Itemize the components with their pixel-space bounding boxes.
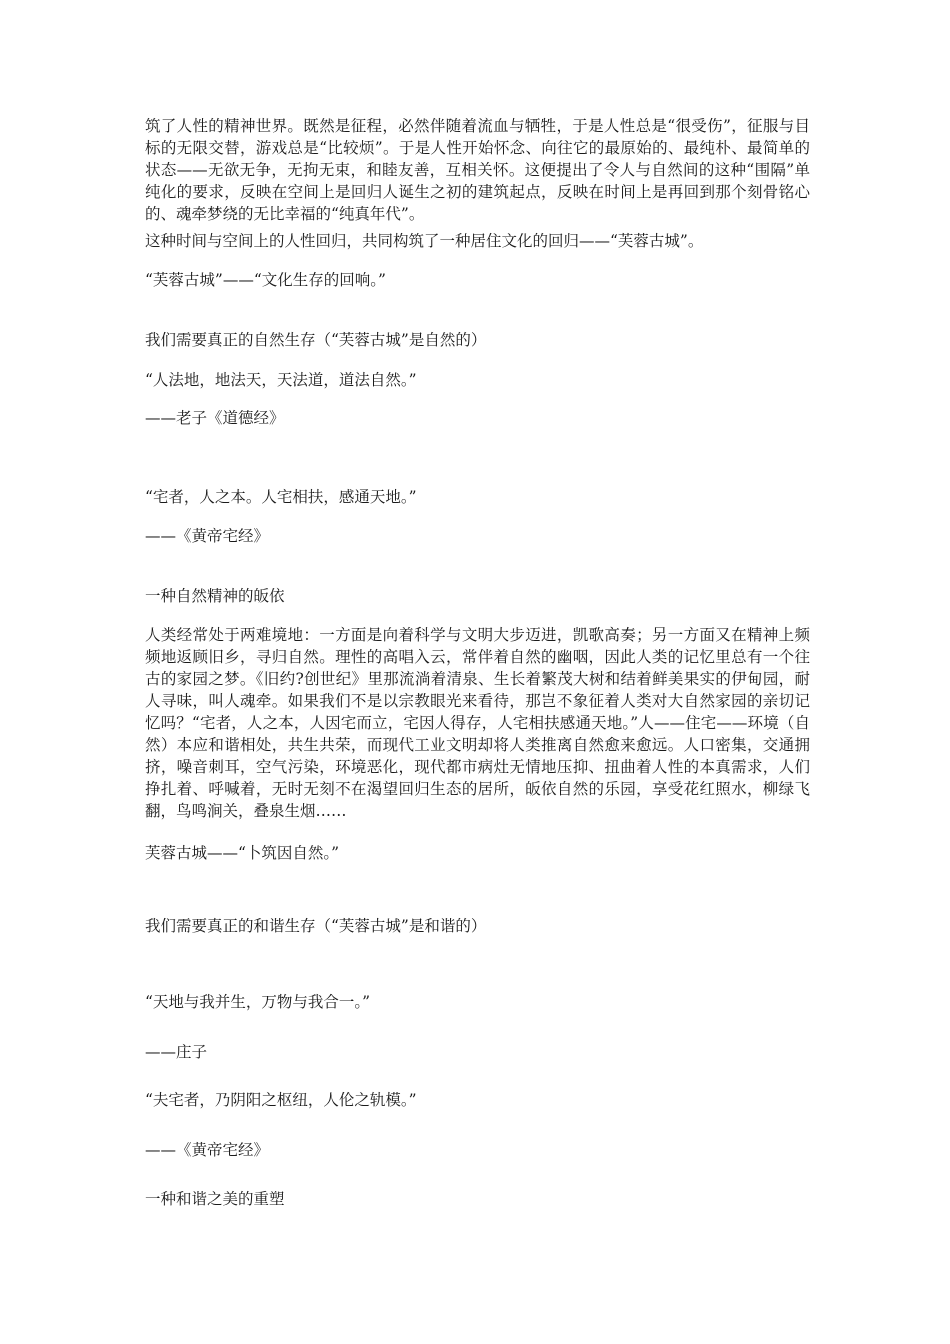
section-heading-nature: 我们需要真正的自然生存（“芙蓉古城”是自然的） [145, 331, 487, 349]
quote-huangdi-2: “夫宅者，乃阴阳之枢纽，人伦之轨模。” [145, 1091, 417, 1109]
paragraph-furong-nature: 芙蓉古城——“卜筑因自然。” [145, 844, 340, 862]
quote-attribution-huangdi-2: ——《黄帝宅经》 [145, 1141, 270, 1159]
quote-attribution-huangdi-1: ——《黄帝宅经》 [145, 527, 270, 545]
quote-zhuangzi: “天地与我并生，万物与我合一。” [145, 993, 371, 1011]
section-heading-harmony: 我们需要真正的和谐生存（“芙蓉古城”是和谐的） [145, 917, 487, 935]
quote-huangdi-1: “宅者，人之本。人宅相扶，感通天地。” [145, 488, 417, 506]
quote-laozi: “人法地，地法天，天法道，道法自然。” [145, 371, 417, 389]
paragraph-echo: “芙蓉古城”——“文化生存的回响。” [145, 271, 386, 289]
paragraph-nature-body: 人类经常处于两难境地：一方面是向着科学与文明大步迈进，凯歌高奏；另一方面又在精神上频频地返顾旧乡，寻归自然。理性的高唱入云，常伴着自然的幽咽，因此人类的记忆里总有一个往古的家园之梦。《旧约?创世纪》里那流淌着清泉、生长着繁茂大树和结着鲜美果实的伊甸园，耐人寻味，叫人魂牵。如果我们不是以宗教眼光来看待，那岂不象征着人类对大自然家园的亲切记忆吗？“宅者，人之本，人因宅而立，宅因人得存，人宅相扶感通天地。”人——住宅——环境（自然）本应和谐相处，共生共荣，而现代工业文明却将人类推离自然愈来愈远。人口密集，交通拥挤，噪音刺耳，空气污染，环境恶化，现代都市病灶无情地压抑、扭曲着人性的本真需求，人们挣扎着、呼喊着，无时无刻不在渴望回归生态的居所，皈依自然的乐园，享受花红照水，柳绿飞翻，鸟鸣涧关，叠泉生烟…… [145, 626, 810, 820]
quote-attribution-zhuangzi: ——庄子 [145, 1043, 208, 1061]
subheading-harmony-beauty: 一种和谐之美的重塑 [145, 1190, 285, 1208]
subheading-nature-spirit: 一种自然精神的皈依 [145, 587, 285, 605]
paragraph-return: 这种时间与空间上的人性回归，共同构筑了一种居住文化的回归——“芙蓉古城”。 [145, 232, 704, 250]
paragraph-intro: 筑了人性的精神世界。既然是征程，必然伴随着流血与牺牲，于是人性总是“很受伤”，征服与目标的无限交替，游戏总是“比较烦”。于是人性开始怀念、向往它的最原始的、最纯朴、最简单的状态——无欲无争，无拘无束，和睦友善，互相关怀。这便提出了令人与自然间的这种“围隔”单纯化的要求，反映在空间上是回归人诞生之初的建筑起点，反映在时间上是再回到那个刻骨铭心的、魂牵梦绕的无比幸福的“纯真年代”。 [145, 117, 810, 223]
quote-attribution-laozi: ——老子《道德经》 [145, 409, 285, 427]
